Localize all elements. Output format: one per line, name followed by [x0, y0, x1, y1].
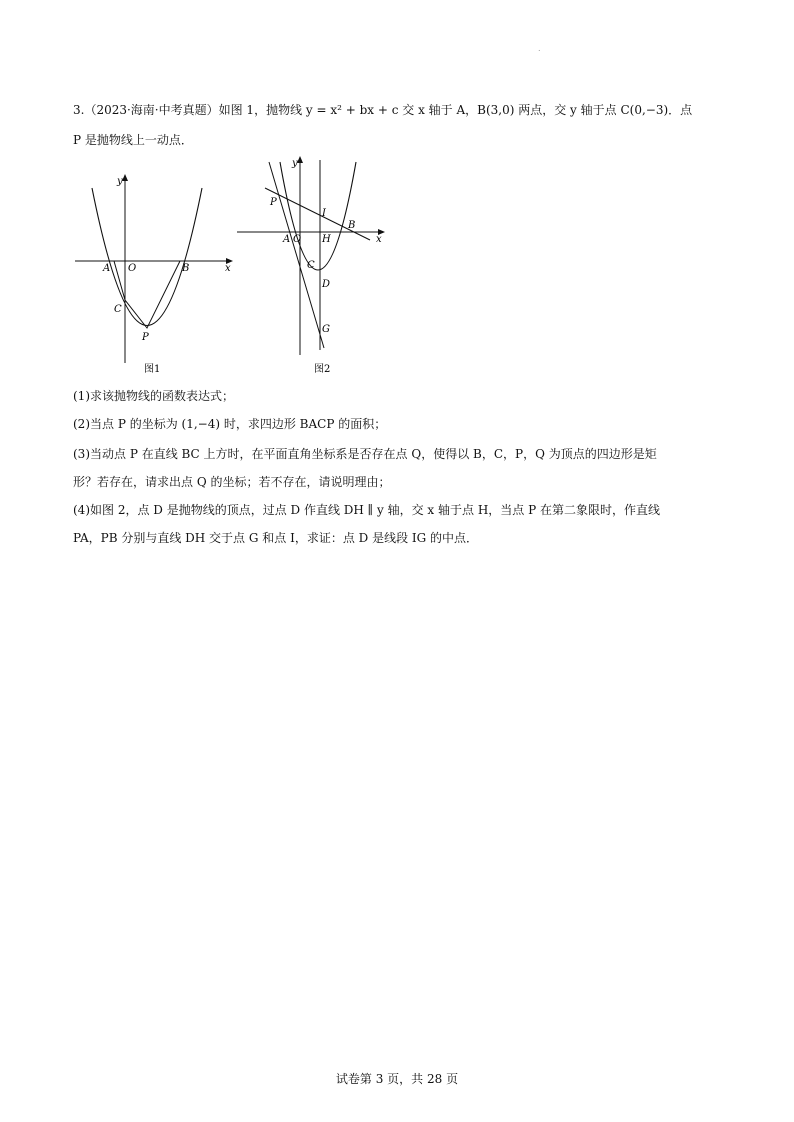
fig1-quadrilateral: [114, 261, 180, 328]
fig2-label-H: H: [322, 234, 331, 245]
fig2-label-A: A: [283, 234, 291, 245]
fig2-label-y: y: [292, 158, 298, 169]
fig1-label-P: P: [142, 332, 149, 343]
figure-2: [232, 150, 392, 378]
part-4-line-1: (4)如图 2，点 D 是抛物线的顶点，过点 D 作直线 DH ∥ y 轴，交 x 轴于点 H，当点 P 在第二象限时，作直线: [73, 503, 660, 517]
fig1-label-x: x: [225, 263, 231, 274]
fig1-label-y: y: [117, 176, 123, 187]
fig2-label-C: C: [307, 260, 315, 271]
part-2: (2)当点 P 的坐标为 (1,−4) 时，求四边形 BACP 的面积；: [73, 417, 387, 431]
part-4-line-2: PA，PB 分别与直线 DH 交于点 G 和点 I，求证：点 D 是线段 IG 的中点．: [73, 531, 479, 545]
page-footer: 试卷第 3 页，共 28 页: [335, 1072, 459, 1086]
fig2-label-P: P: [270, 197, 277, 208]
fig2-label-B: B: [348, 220, 356, 231]
fig2-caption: 图2: [314, 364, 331, 375]
question-line-1: 3.（2023·海南·中考真题）如图 1，抛物线 y = x² + bx + c 交 x 轴于 A，B(3,0) 两点，交 y 轴于点 C(0,−3)．点: [73, 103, 693, 117]
fig2-label-x: x: [376, 234, 382, 245]
fig1-caption: 图1: [144, 364, 161, 375]
part-1: (1)求该抛物线的函数表达式；: [73, 389, 234, 403]
fig2-line-PA: [269, 162, 324, 348]
question-line-2: P 是抛物线上一动点．: [73, 133, 193, 147]
fig1-label-C: C: [114, 304, 122, 315]
fig2-label-D: D: [322, 279, 331, 290]
figure-1: [70, 168, 240, 378]
fig1-label-A: A: [103, 263, 111, 274]
fig2-y-arrow: [297, 156, 303, 163]
fig1-parabola: [92, 188, 202, 326]
fig2-label-G: G: [322, 324, 330, 335]
fig2-label-I: I: [322, 208, 326, 219]
fig1-label-B: B: [182, 263, 190, 274]
scan-dot: .: [538, 44, 541, 53]
fig2-parabola: [280, 162, 356, 270]
part-3-line-2: 形？若存在，请求出点 Q 的坐标；若不存在，请说明理由；: [73, 475, 391, 489]
part-3-line-1: (3)当动点 P 在直线 BC 上方时，在平面直角坐标系是否存在点 Q，使得以 B，C，P，Q 为顶点的四边形是矩: [73, 447, 657, 461]
fig1-label-O: O: [128, 263, 137, 274]
fig2-label-O: O: [293, 234, 302, 245]
fig1-y-arrow: [122, 174, 128, 181]
